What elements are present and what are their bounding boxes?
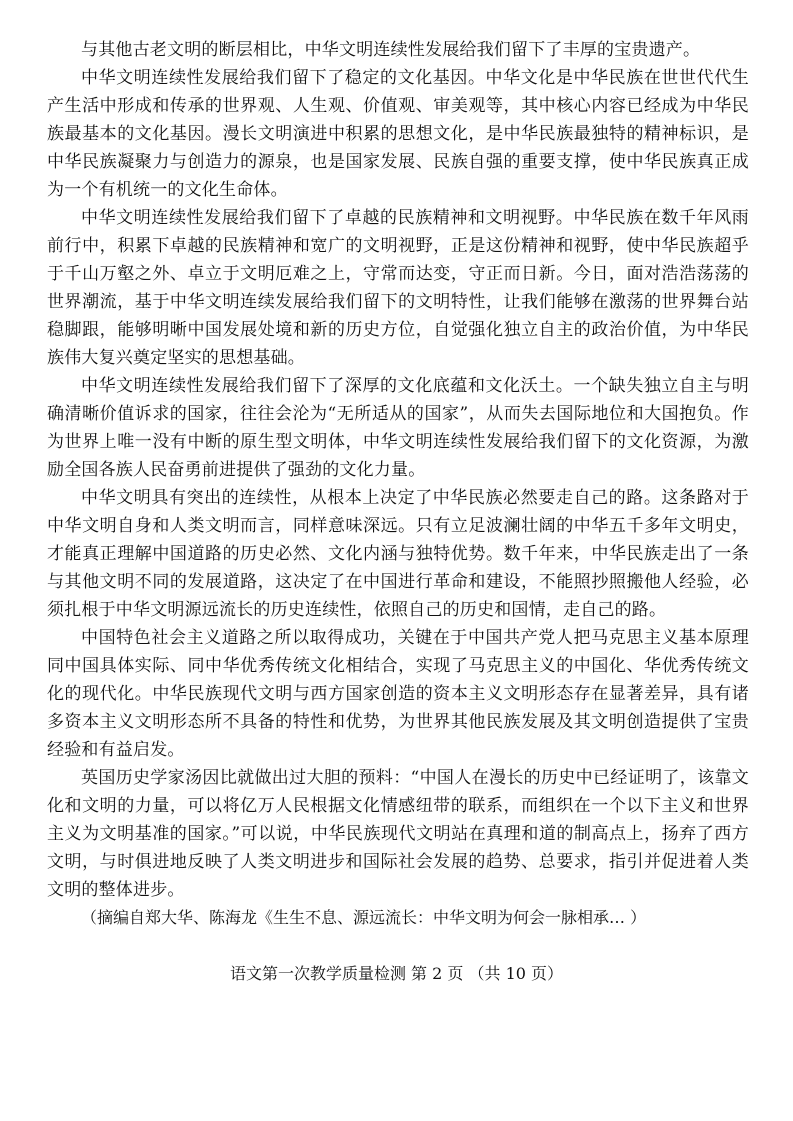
source-citation: （摘编自郑大华、陈海龙《生生不息、源远流长：中华文明为何会一脉相承… ）	[81, 908, 647, 927]
paragraph-own-path: 中华文明具有突出的连续性，从根本上决定了中华民族必然要走自己的路。这条路对于中华文明自身和人类文明而言，同样意味深远。只有立足波澜壮阔的中华五千多年文明史，才能真正理解中国道路的历史必然、文化内涵与独特优势。数千年来，中华民族走出了一条与其他文明不同的发展道路，这决定了在中国进行革命和建设，不能照抄照搬他人经验，必须扎根于中华文明源远流长的历史连续性，依照自己的历史和国情，走自己的路。	[47, 488, 749, 620]
paragraph-national-spirit: 中华文明连续性发展给我们留下了卓越的民族精神和文明视野。中华民族在数千年风雨前行中，积累下卓越的民族精神和宽广的文明视野，正是这份精神和视野，使中华民族超乎于千山万壑之外、卓立于文明厄难之上，守常而达变，守正而日新。今日，面对浩浩荡荡的世界潮流，基于中华文明连续发展给我们留下的文明特性，让我们能够在激荡的世界舞台站稳脚跟，能够明晰中国发展处境和新的历史方位，自觉强化独立自主的政治价值，为中华民族伟大复兴奠定坚实的思想基础。	[47, 208, 749, 368]
paragraph-cultural-gene: 中华文明连续性发展给我们留下了稳定的文化基因。中华文化是中华民族在世世代代生产生活中形成和传承的世界观、人生观、价值观、审美观等，其中核心内容已经成为中华民族最基本的文化基因。漫长文明演进中积累的思想文化，是中华民族最独特的精神标识，是中华民族凝聚力与创造力的源泉，也是国家发展、民族自强的重要支撑，使中华民族真正成为一个有机统一的文化生命体。	[47, 68, 749, 200]
document-page	[47, 36, 749, 932]
paragraph-intro: 与其他古老文明的断层相比，中华文明连续性发展给我们留下了丰厚的宝贵遗产。	[81, 40, 701, 60]
paragraph-toynbee-quote: 英国历史学家汤因比就做出过大胆的预料：“中国人在漫长的历史中已经证明了，该靠文化和文明的力量，可以将亿万人民根据文化情感纽带的联系，而组织在一个以下主义和世界主义为文明基准的国家。”可以说，中华民族现代文明站在真理和道的制高点上，扬弃了西方文明，与时俱进地反映了人类文明进步和国际社会发展的趋势、总要求，指引并促进着人类文明的整体进步。	[47, 768, 749, 900]
paragraph-socialist-road: 中国特色社会主义道路之所以取得成功，关键在于中国共产党人把马克思主义基本原理同中国具体实际、同中华优秀传统文化相结合，实现了马克思主义的中国化、华优秀传统文化的现代化。中华民族现代文明与西方国家创造的资本主义文明形态存在显著差异，具有诸多资本主义文明形态所不具备的特性和优势，为世界其他民族发展及其文明创造提供了宝贵经验和有益启发。	[47, 628, 749, 760]
paragraph-cultural-foundation: 中华文明连续性发展给我们留下了深厚的文化底蕴和文化沃土。一个缺失独立自主与明确清晰价值诉求的国家，往往会沦为“无所适从的国家”，从而失去国际地位和大国抱负。作为世界上唯一没有中断的原生型文明体，中华文明连续性发展给我们留下的文化资源，为激励全国各族人民奋勇前进提供了强劲的文化力量。	[47, 376, 749, 480]
page-footer: 语文第一次教学质量检测 第 2 页 （共 10 页）	[229, 964, 564, 983]
